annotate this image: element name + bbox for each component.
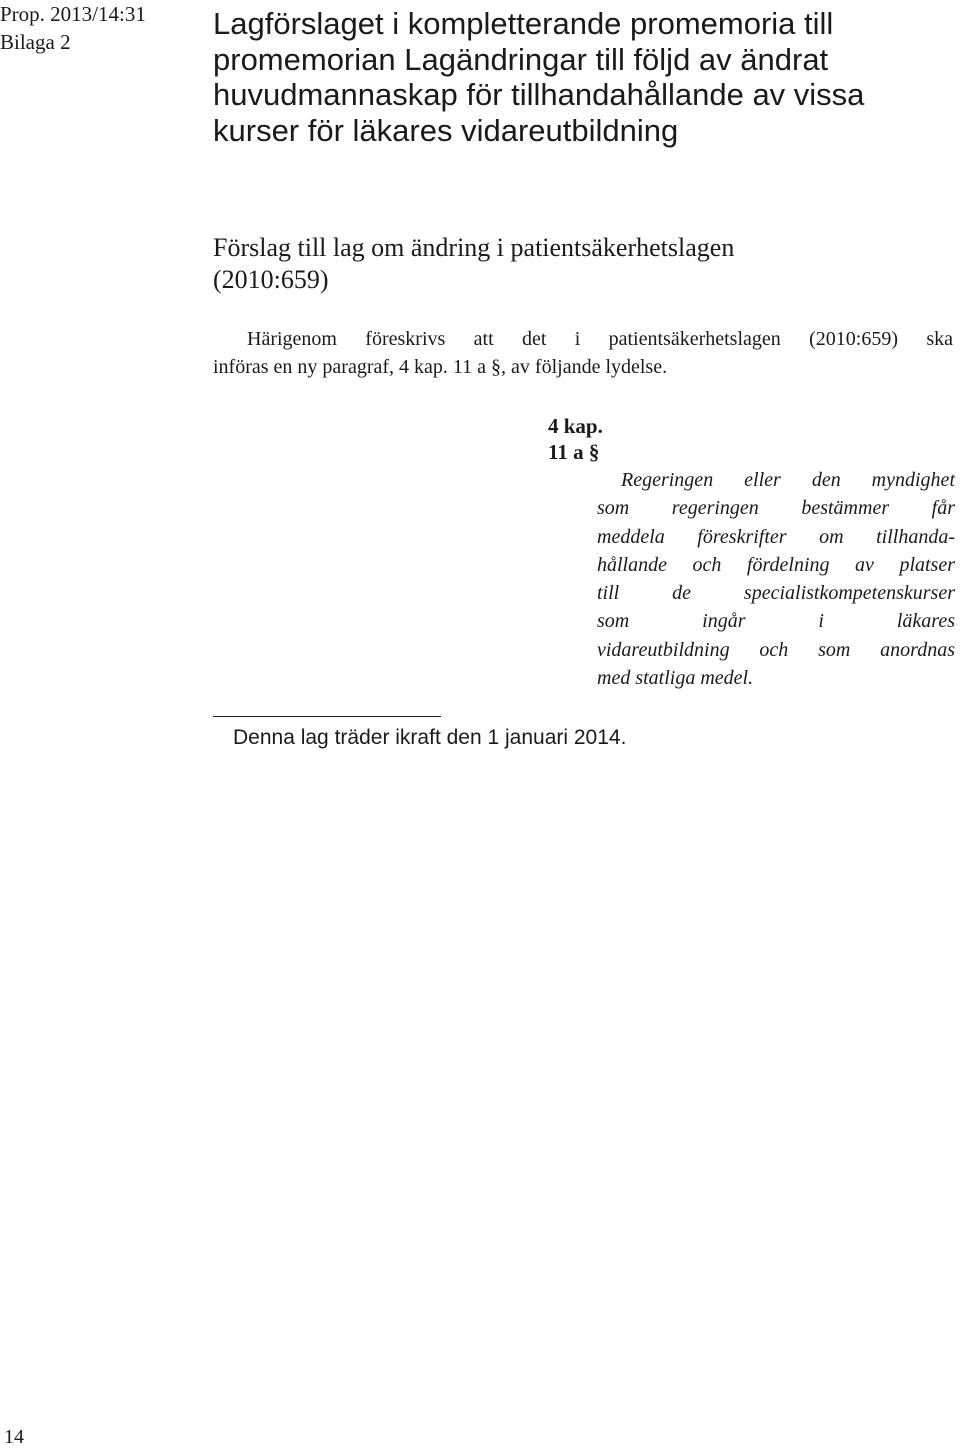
provision-line: vidareutbildning och som anordnas <box>597 638 955 661</box>
intro-line: införas en ny paragraf, 4 kap. 11 a §, av följande lydelse. <box>213 356 668 378</box>
title-line: kurser för läkares vidareutbildning <box>213 112 679 148</box>
provision-line: med statliga medel. <box>597 667 754 690</box>
proposal-heading-line: Förslag till lag om ändring i patientsäkerhetslagen <box>213 233 735 262</box>
provision-text <box>597 466 955 692</box>
title-line: huvudmannaskap för tillhandahållande av vissa <box>213 77 865 112</box>
provision-line: Regeringen eller den myndighet <box>621 469 955 491</box>
proposal-heading-line: (2010:659) <box>213 265 329 294</box>
annex-label: Bilaga 2 <box>0 30 71 54</box>
provision-line: till de specialistkompetenskurser <box>597 582 955 605</box>
proposition-reference: Prop. 2013/14:31 <box>0 2 146 26</box>
provision-line: som regeringen bestämmer får <box>597 497 955 520</box>
intro-line: Härigenom föreskrivs att det i patientsäkerhetslagen (2010:659) ska <box>247 328 953 350</box>
title-line: promemorian Lagändringar till följd av ändrat <box>213 41 829 77</box>
intro-paragraph <box>213 325 953 381</box>
provision-line: som ingår i läkares <box>597 610 955 633</box>
section-heading: 11 a § <box>548 440 600 464</box>
commencement-provision: Denna lag träder ikraft den 1 januari 2014. <box>233 726 627 749</box>
chapter-heading: 4 kap. <box>548 414 603 438</box>
page-number: 14 <box>4 1426 24 1448</box>
proposal-heading <box>213 232 953 296</box>
title-line: Lagförslaget i kompletterande promemoria till <box>213 6 834 41</box>
provision-line: hållande och fördelning av platser <box>597 553 955 576</box>
separator-rule <box>213 716 441 717</box>
document-title <box>213 6 953 148</box>
provision-line: meddela föreskrifter om tillhanda- <box>597 525 955 548</box>
